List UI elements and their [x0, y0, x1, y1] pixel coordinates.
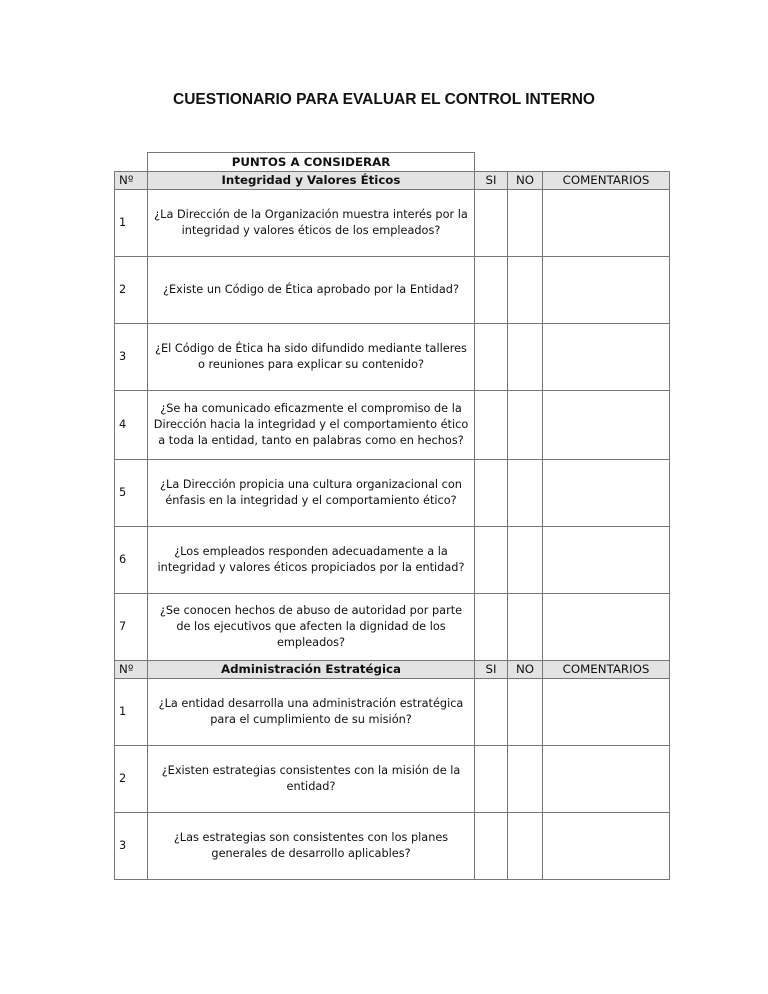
blank-cell	[508, 153, 543, 172]
question-text: ¿Los empleados responden adecuadamente a la integridad y valores éticos propiciados por la entidad?	[148, 527, 475, 594]
si-column-header: SI	[475, 172, 508, 190]
no-answer-cell[interactable]	[508, 324, 543, 391]
question-text: ¿La Dirección de la Organización muestra interés por la integridad y valores éticos de los empleados?	[148, 190, 475, 257]
si-answer-cell[interactable]	[475, 257, 508, 324]
question-number: 1	[115, 190, 148, 257]
question-text: ¿Existe un Código de Ética aprobado por la Entidad?	[148, 257, 475, 324]
si-answer-cell[interactable]	[475, 813, 508, 880]
si-answer-cell[interactable]	[475, 460, 508, 527]
num-column-header: Nº	[115, 172, 148, 190]
question-text: ¿Existen estrategias consistentes con la misión de la entidad?	[148, 746, 475, 813]
question-row	[115, 257, 670, 324]
comentarios-cell[interactable]	[543, 679, 670, 746]
comentarios-cell[interactable]	[543, 460, 670, 527]
question-row	[115, 594, 670, 661]
no-answer-cell[interactable]	[508, 190, 543, 257]
si-answer-cell[interactable]	[475, 679, 508, 746]
section-header-row	[115, 661, 670, 679]
question-text: ¿Se conocen hechos de abuso de autoridad por parte de los ejecutivos que afecten la dignidad de los empleados?	[148, 594, 475, 661]
top-header-row	[115, 153, 670, 172]
question-text: ¿Las estrategias son consistentes con los planes generales de desarrollo aplicables?	[148, 813, 475, 880]
no-answer-cell[interactable]	[508, 594, 543, 661]
question-number: 5	[115, 460, 148, 527]
si-answer-cell[interactable]	[475, 594, 508, 661]
no-answer-cell[interactable]	[508, 746, 543, 813]
num-column-header: Nº	[115, 661, 148, 679]
section-header-row	[115, 172, 670, 190]
comentarios-cell[interactable]	[543, 391, 670, 460]
blank-cell	[543, 153, 670, 172]
no-answer-cell[interactable]	[508, 527, 543, 594]
question-number: 2	[115, 746, 148, 813]
question-row	[115, 527, 670, 594]
question-row	[115, 746, 670, 813]
no-answer-cell[interactable]	[508, 460, 543, 527]
blank-cell	[115, 153, 148, 172]
questionnaire-table	[114, 152, 670, 880]
comentarios-cell[interactable]	[543, 257, 670, 324]
question-number: 2	[115, 257, 148, 324]
question-number: 7	[115, 594, 148, 661]
si-answer-cell[interactable]	[475, 190, 508, 257]
question-row	[115, 190, 670, 257]
question-row	[115, 679, 670, 746]
question-text: ¿El Código de Ética ha sido difundido mediante talleres o reuniones para explicar su contenido?	[148, 324, 475, 391]
no-answer-cell[interactable]	[508, 391, 543, 460]
si-answer-cell[interactable]	[475, 746, 508, 813]
comentarios-cell[interactable]	[543, 594, 670, 661]
si-answer-cell[interactable]	[475, 391, 508, 460]
question-number: 4	[115, 391, 148, 460]
comentarios-cell[interactable]	[543, 527, 670, 594]
document-title: CUESTIONARIO PARA EVALUAR EL CONTROL INTERNO	[173, 91, 595, 108]
question-number: 3	[115, 813, 148, 880]
question-row	[115, 813, 670, 880]
blank-cell	[475, 153, 508, 172]
comentarios-cell[interactable]	[543, 324, 670, 391]
no-answer-cell[interactable]	[508, 813, 543, 880]
questionnaire-sheet	[114, 152, 670, 880]
section-title: Administración Estratégica	[148, 661, 475, 679]
question-row	[115, 391, 670, 460]
question-row	[115, 324, 670, 391]
question-number: 6	[115, 527, 148, 594]
comentarios-column-header: COMENTARIOS	[543, 661, 670, 679]
no-column-header: NO	[508, 172, 543, 190]
section-title: Integridad y Valores Éticos	[148, 172, 475, 190]
puntos-header: PUNTOS A CONSIDERAR	[148, 153, 475, 172]
question-text: ¿Se ha comunicado eficazmente el compromiso de la Dirección hacia la integridad y el comportamiento ético a toda la entidad, tanto en palabras como en hechos?	[148, 391, 475, 460]
si-column-header: SI	[475, 661, 508, 679]
si-answer-cell[interactable]	[475, 324, 508, 391]
si-answer-cell[interactable]	[475, 527, 508, 594]
no-column-header: NO	[508, 661, 543, 679]
question-number: 3	[115, 324, 148, 391]
question-text: ¿La Dirección propicia una cultura organizacional con énfasis en la integridad y el comportamiento ético?	[148, 460, 475, 527]
question-row	[115, 460, 670, 527]
question-number: 1	[115, 679, 148, 746]
no-answer-cell[interactable]	[508, 257, 543, 324]
comentarios-cell[interactable]	[543, 746, 670, 813]
no-answer-cell[interactable]	[508, 679, 543, 746]
comentarios-cell[interactable]	[543, 190, 670, 257]
comentarios-cell[interactable]	[543, 813, 670, 880]
question-text: ¿La entidad desarrolla una administración estratégica para el cumplimiento de su misión?	[148, 679, 475, 746]
comentarios-column-header: COMENTARIOS	[543, 172, 670, 190]
